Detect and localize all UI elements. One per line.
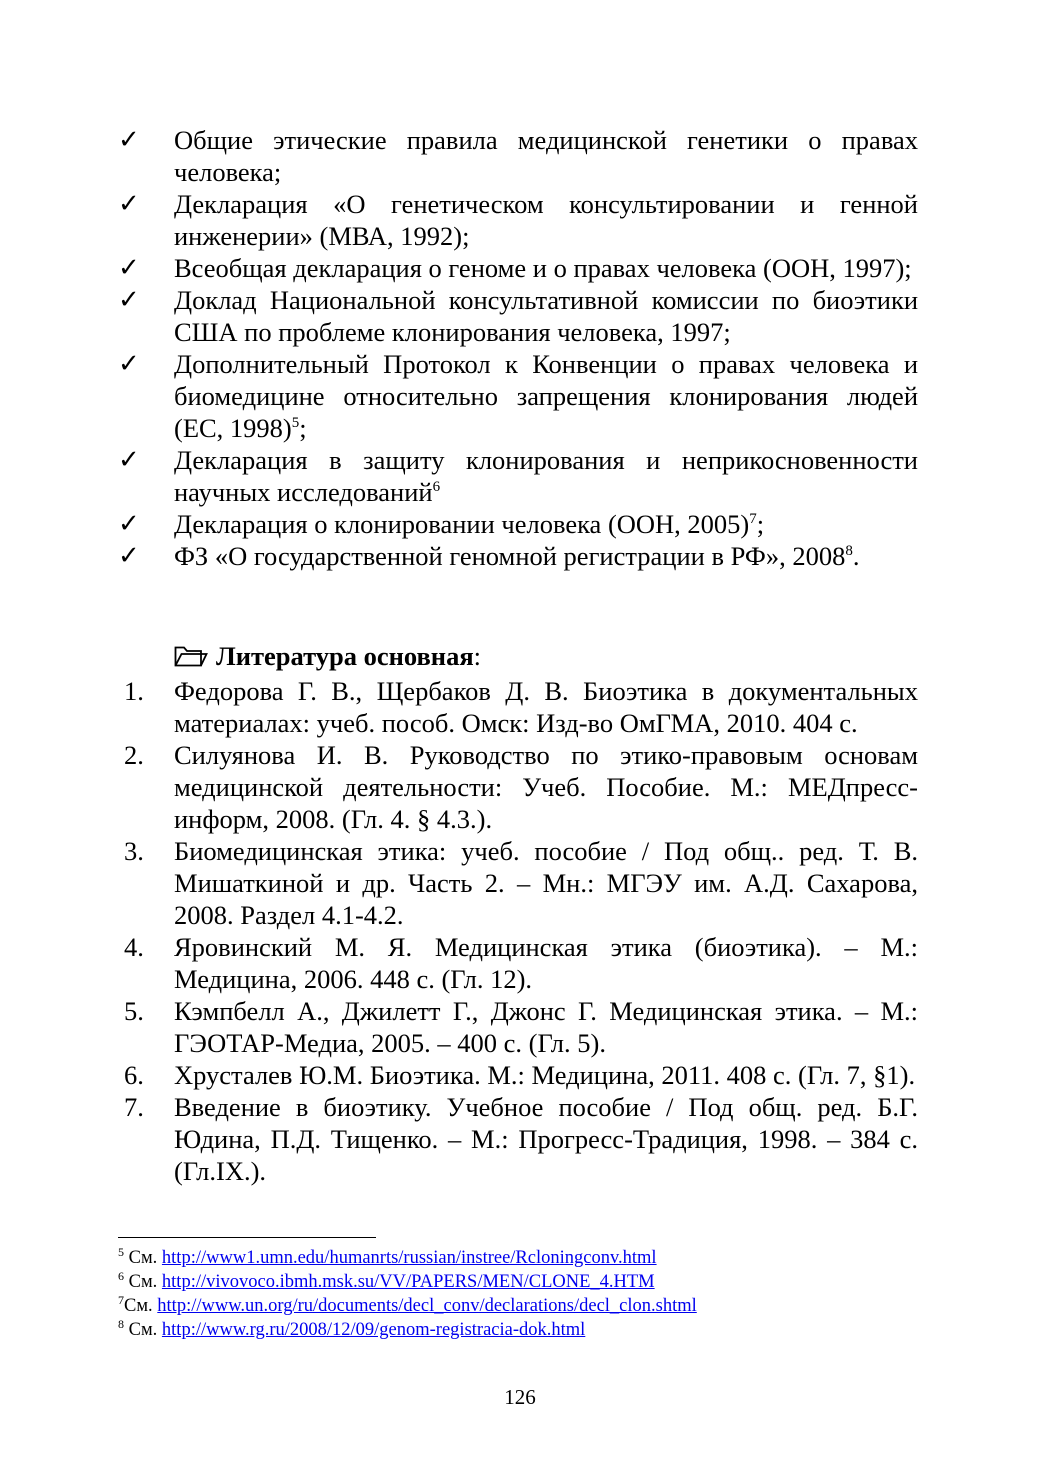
list-item-text: Дополнительный Протокол к Конвенции о правах человека и биомедицине относительно запрещения клонирования людей (ЕС, 1998) (174, 349, 918, 443)
list-item-tail: . (852, 541, 860, 571)
footnotes (118, 1246, 938, 1342)
list-item-text: Хрусталев Ю.М. Биоэтика. М.: Медицина, 2011. 408 с. (Гл. 7, §1). (174, 1060, 916, 1090)
footnote-mark: 6 (118, 1268, 124, 1283)
list-item-text: Силуянова И. В. Руководство по этико-правовым основам медицинской деятельности: Учеб. Пособие. М.: МЕДпресс-информ, 2008. (Гл. 4. § 4.3.). (174, 740, 918, 834)
list-item-text: Декларация «О генетическом консультировании и генной инженерии» (МВА, 1992); (174, 189, 918, 251)
item-number: 1. (124, 676, 144, 706)
list-item (118, 995, 918, 1059)
footnote (118, 1246, 938, 1270)
footnote-link[interactable]: http://www1.umn.edu/humanrts/russian/instree/Rcloningconv.html (161, 1248, 657, 1268)
list-item (118, 675, 918, 739)
footnote-prefix: См. (124, 1272, 162, 1292)
list-item (118, 1059, 918, 1091)
list-item-text: Декларация в защиту клонирования и неприкосновенности научных исследований (174, 445, 918, 507)
list-item (118, 1091, 918, 1187)
list-item (118, 188, 918, 252)
checkmark-icon: ✓ (118, 349, 140, 378)
list-item-text: Декларация о клонировании человека (ООН, 2005) (174, 509, 750, 539)
item-number: 4. (124, 932, 144, 962)
list-item (118, 348, 918, 444)
literature-heading (174, 640, 481, 672)
item-number: 3. (124, 836, 144, 866)
footnote-mark: 8 (118, 1316, 124, 1331)
footnote-prefix: См. (124, 1248, 162, 1268)
literature-heading-text: Литература основная (216, 641, 474, 671)
list-item-text: Биомедицинская этика: учеб. пособие / Под общ.. ред. Т. В. Мишаткиной и др. Часть 2. – Мн.: МГЭУ им. А.Д. Сахарова, 2008. Раздел 4.1-4.2. (174, 836, 918, 930)
footnote-prefix: См. (124, 1320, 162, 1340)
list-item-text: Доклад Национальной консультативной комиссии по биоэтики США по проблеме клонирования человека, 1997; (174, 285, 918, 347)
checkmark-icon: ✓ (118, 253, 140, 282)
list-item (118, 284, 918, 348)
page-number: 126 (504, 1385, 536, 1409)
checkmark-icon: ✓ (118, 125, 140, 154)
list-item-text: Яровинский М. Я. Медицинская этика (биоэтика). – М.: Медицина, 2006. 448 с. (Гл. 12). (174, 932, 918, 994)
item-number: 7. (124, 1092, 144, 1122)
list-item (118, 124, 918, 188)
list-item (118, 835, 918, 931)
list-item-text: Введение в биоэтику. Учебное пособие / Под общ. ред. Б.Г. Юдина, П.Д. Тищенко. – М.: Прогресс-Традиция, 1998. – 384 с. (Гл.IX.). (174, 1092, 918, 1186)
list-item (118, 252, 918, 284)
item-number: 2. (124, 740, 144, 770)
footnote-link[interactable]: http://www.rg.ru/2008/12/09/genom-registracia-dok.html (161, 1320, 586, 1340)
list-item-tail: ; (299, 413, 307, 443)
list-item-text: Всеобщая декларация о геноме и о правах человека (ООН, 1997); (174, 253, 912, 283)
list-item (118, 540, 918, 572)
list-item (118, 508, 918, 540)
footnote-ref[interactable]: 7 (749, 511, 757, 528)
footnote (118, 1270, 938, 1294)
list-item-text: Федорова Г. В., Щербаков Д. В. Биоэтика в документальных материалах: учеб. пособ. Омск: Изд-во ОмГМА, 2010. 404 с. (174, 676, 918, 738)
list-item-text: ФЗ «О государственной геномной регистрации в РФ», 2008 (174, 541, 846, 571)
checkmark-icon: ✓ (118, 509, 140, 538)
footnote-ref[interactable]: 8 (845, 543, 853, 560)
list-item-tail: ; (756, 509, 765, 539)
checkmark-icon: ✓ (118, 541, 140, 570)
literature-heading-colon: : (473, 641, 482, 671)
list-item (118, 444, 918, 508)
checklist (118, 124, 918, 572)
folder-icon (174, 643, 208, 667)
footnote-mark: 7 (118, 1292, 124, 1307)
footnote-link[interactable]: http://www.un.org/ru/documents/decl_conv/declarations/decl_clon.shtml (157, 1296, 697, 1316)
checkmark-icon: ✓ (118, 285, 140, 314)
list-item (118, 931, 918, 995)
literature-list (118, 675, 918, 1187)
list-item-text: Кэмпбелл А., Джилетт Г., Джонс Г. Медицинская этика. – М.: ГЭОТАР-Медиа, 2005. – 400 с. (Гл. 5). (174, 996, 918, 1058)
checkmark-icon: ✓ (118, 445, 140, 474)
item-number: 6. (124, 1060, 144, 1090)
footnote-mark: 5 (118, 1244, 124, 1259)
list-item (118, 739, 918, 835)
footnote-link[interactable]: http://vivovoco.ibmh.msk.su/VV/PAPERS/MEN/CLONE_4.HTM (161, 1272, 655, 1292)
footnote-divider (118, 1237, 376, 1238)
list-item-text: Общие этические правила медицинской генетики о правах человека; (174, 125, 918, 187)
footnote (118, 1318, 938, 1342)
footnote-ref[interactable]: 6 (432, 479, 441, 496)
footnote-prefix: См. (124, 1296, 158, 1316)
item-number: 5. (124, 996, 144, 1026)
checkmark-icon: ✓ (118, 189, 140, 218)
footnote (118, 1294, 938, 1318)
footnote-ref[interactable]: 5 (291, 415, 300, 432)
